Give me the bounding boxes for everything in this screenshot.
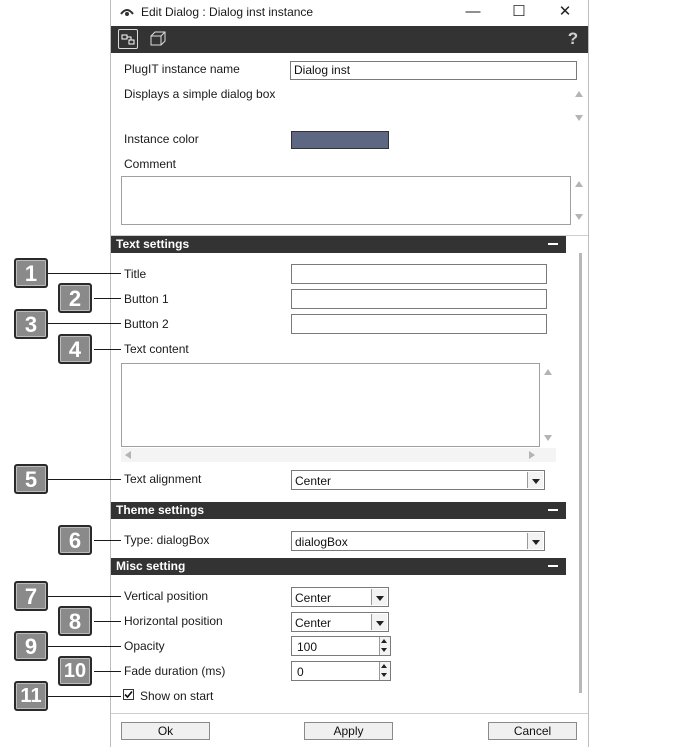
collapse-icon[interactable] (548, 565, 558, 567)
horizontal-position-value: Center (295, 616, 332, 630)
callout-leader (94, 540, 121, 541)
close-button[interactable]: ✕ (558, 3, 572, 20)
comment-label: Comment (124, 157, 177, 171)
text-settings-title: Text settings (116, 237, 190, 251)
type-label: Type: dialogBox (124, 533, 210, 547)
callout-badge-3: 3 (14, 309, 48, 339)
button2-input[interactable] (291, 314, 547, 334)
callout-badge-11: 11 (14, 681, 48, 711)
vertical-position-label: Vertical position (124, 589, 209, 603)
text-content-hscrollbar[interactable] (121, 448, 556, 462)
opacity-value: 100 (297, 640, 318, 654)
text-alignment-value: Center (295, 474, 332, 488)
theme-type-value: dialogBox (295, 535, 348, 549)
button1-label: Button 1 (124, 292, 169, 306)
callout-badge-9: 9 (14, 631, 48, 661)
instance-description: Displays a simple dialog box (124, 87, 276, 101)
collapse-icon[interactable] (548, 509, 558, 511)
chevron-down-icon[interactable] (371, 589, 387, 605)
callout-leader (48, 696, 121, 697)
callout-leader (94, 298, 121, 299)
maximize-button[interactable]: ☐ (512, 3, 526, 20)
cancel-button[interactable]: Cancel (488, 722, 577, 740)
callout-badge-5: 5 (14, 464, 48, 494)
apply-button[interactable]: Apply (304, 722, 393, 740)
theme-type-select[interactable] (291, 531, 545, 551)
edit-dialog-window (110, 0, 589, 747)
spinner-buttons[interactable] (379, 637, 390, 655)
fade-duration-label: Fade duration (ms) (124, 664, 226, 678)
fade-duration-spinner[interactable] (291, 661, 391, 681)
instance-color-swatch[interactable] (291, 131, 389, 149)
callout-badge-7: 7 (14, 581, 48, 611)
button2-label: Button 2 (124, 317, 169, 331)
opacity-label: Opacity (124, 639, 165, 653)
text-content-vscrollbar[interactable] (542, 364, 554, 447)
description-scrollbar[interactable] (573, 88, 585, 126)
callout-badge-4: 4 (58, 334, 92, 364)
callout-leader (48, 273, 121, 274)
show-on-start-checkbox[interactable] (123, 689, 134, 700)
callout-leader (48, 646, 121, 647)
callout-badge-8: 8 (58, 606, 92, 636)
chevron-down-icon[interactable] (371, 614, 387, 630)
button1-input[interactable] (291, 289, 547, 309)
text-content-label: Text content (124, 342, 189, 356)
collapse-icon[interactable] (548, 243, 558, 245)
help-icon[interactable]: ? (567, 29, 579, 48)
footer-divider (111, 713, 588, 714)
instance-name-input[interactable]: Dialog inst (290, 61, 577, 80)
show-on-start-label: Show on start (140, 689, 214, 703)
theme-settings-title: Theme settings (116, 503, 205, 517)
instance-name-label: PlugIT instance name (124, 62, 240, 76)
text-settings-header[interactable] (111, 236, 566, 253)
text-alignment-label: Text alignment (124, 472, 202, 486)
minimize-button[interactable]: — (465, 3, 481, 20)
callout-badge-10: 10 (58, 656, 92, 686)
title-bar (111, 0, 588, 26)
comment-scrollbar[interactable] (573, 177, 585, 225)
ok-button[interactable]: Ok (121, 722, 210, 740)
callout-leader (94, 349, 121, 350)
callout-badge-6: 6 (58, 525, 92, 555)
chevron-down-icon[interactable] (527, 472, 543, 488)
window-title: Edit Dialog : Dialog inst instance (141, 5, 314, 19)
horizontal-position-label: Horizontal position (124, 614, 223, 628)
text-content-textarea[interactable] (121, 363, 540, 447)
chevron-down-icon[interactable] (527, 533, 543, 549)
diagram-icon[interactable] (118, 29, 138, 49)
callout-leader (48, 596, 121, 597)
spinner-buttons[interactable] (379, 662, 390, 680)
app-logo-icon (119, 6, 135, 18)
title-input[interactable] (291, 264, 547, 284)
text-alignment-select[interactable] (291, 470, 545, 490)
callout-leader (48, 323, 121, 324)
comment-textarea[interactable] (121, 176, 571, 225)
main-scrollbar[interactable] (579, 253, 582, 693)
vertical-position-select[interactable] (291, 587, 389, 607)
theme-settings-header[interactable] (111, 502, 566, 519)
callout-badge-2: 2 (58, 283, 92, 313)
opacity-spinner[interactable] (291, 636, 391, 656)
instance-color-label: Instance color (124, 132, 199, 146)
callout-leader (94, 621, 121, 622)
toolbar (111, 26, 588, 53)
callout-leader (94, 671, 121, 672)
callout-leader (48, 479, 121, 480)
horizontal-position-select[interactable] (291, 612, 389, 632)
misc-settings-title: Misc setting (116, 559, 186, 573)
misc-settings-header[interactable] (111, 558, 566, 575)
vertical-position-value: Center (295, 591, 332, 605)
title-label: Title (124, 267, 147, 281)
box-icon[interactable] (147, 29, 167, 49)
fade-duration-value: 0 (297, 665, 304, 679)
callout-badge-1: 1 (14, 258, 48, 288)
